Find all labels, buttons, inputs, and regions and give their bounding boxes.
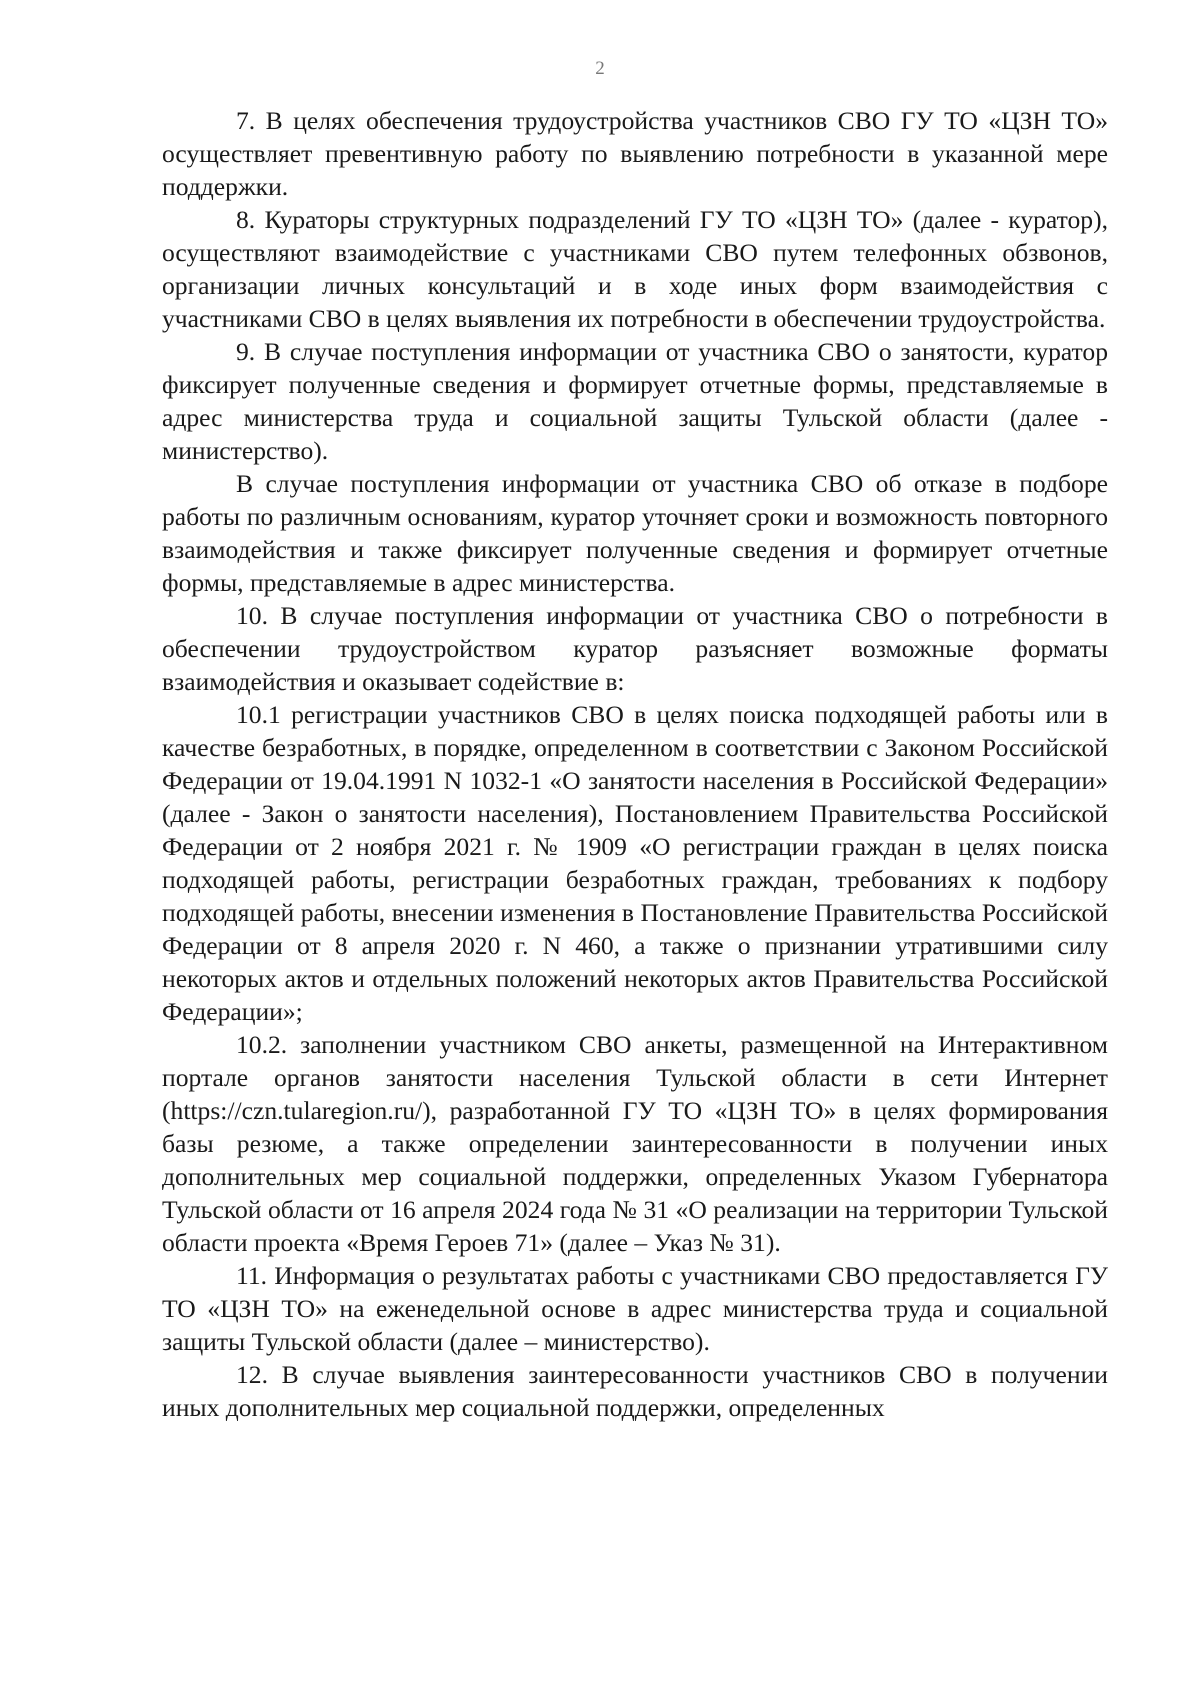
document-body: [162, 104, 1108, 1424]
paragraph-item-8: 8. Кураторы структурных подразделений ГУ ТО «ЦЗН ТО» (далее - куратор), осуществляют взаимодействие с участниками СВО путем телефонных обзвонов, организации личных консультаций и в ходе иных форм взаимодействия с участниками СВО в целях выявления их потребности в обеспечении трудоустройства.: [162, 205, 1108, 333]
paragraph-item-10-2: 10.2. заполнении участником СВО анкеты, размещенной на Интерактивном портале органов занятости населения Тульской области в сети Интернет (https://czn.tularegion.ru/), разработанной ГУ ТО «ЦЗН ТО» в целях формирования базы резюме, а также определении заинтересованности в получении иных дополнительных мер социальной поддержки, определенных Указом Губернатора Тульской области от 16 апреля 2024 года № 31 «О реализации на территории Тульской области проекта «Время Героев 71» (далее – Указ № 31).: [162, 1030, 1108, 1257]
paragraph-item-10: 10. В случае поступления информации от участника СВО о потребности в обеспечении трудоустройством куратор разъясняет возможные форматы взаимодействия и оказывает содействие в:: [162, 601, 1108, 696]
paragraph-item-9-refusal: В случае поступления информации от участника СВО об отказе в подборе работы по различным основаниям, куратор уточняет сроки и возможность повторного взаимодействия и также фиксирует полученные сведения и формирует отчетные формы, представляемые в адрес министерства.: [162, 469, 1108, 597]
paragraph-item-12: 12. В случае выявления заинтересованности участников СВО в получении иных дополнительных мер социальной поддержки, определенных: [162, 1360, 1108, 1422]
paragraph-item-10-1: 10.1 регистрации участников СВО в целях поиска подходящей работы или в качестве безработных, в порядке, определенном в соответствии с Законом Российской Федерации от 19.04.1991 N 1032-1 «О занятости населения в Российской Федерации» (далее - Закон о занятости населения), Постановлением Правительства Российской Федерации от 2 ноября 2021 г. № 1909 «О регистрации граждан в целях поиска подходящей работы, регистрации безработных граждан, требованиях к подбору подходящей работы, внесении изменения в Постановление Правительства Российской Федерации от 8 апреля 2020 г. N 460, а также о признании утратившими силу некоторых актов и отдельных положений некоторых актов Правительства Российской Федерации»;: [162, 700, 1108, 1026]
paragraph-item-7: 7. В целях обеспечения трудоустройства участников СВО ГУ ТО «ЦЗН ТО» осуществляет превентивную работу по выявлению потребности в указанной мере поддержки.: [162, 106, 1108, 201]
paragraph-item-11: 11. Информация о результатах работы с участниками СВО предоставляется ГУ ТО «ЦЗН ТО» на еженедельной основе в адрес министерства труда и социальной защиты Тульской области (далее – министерство).: [162, 1261, 1108, 1356]
page-number: 2: [595, 58, 605, 79]
paragraph-item-9: 9. В случае поступления информации от участника СВО о занятости, куратор фиксирует полученные сведения и формирует отчетные формы, представляемые в адрес министерства труда и социальной защиты Тульской области (далее - министерство).: [162, 337, 1108, 465]
